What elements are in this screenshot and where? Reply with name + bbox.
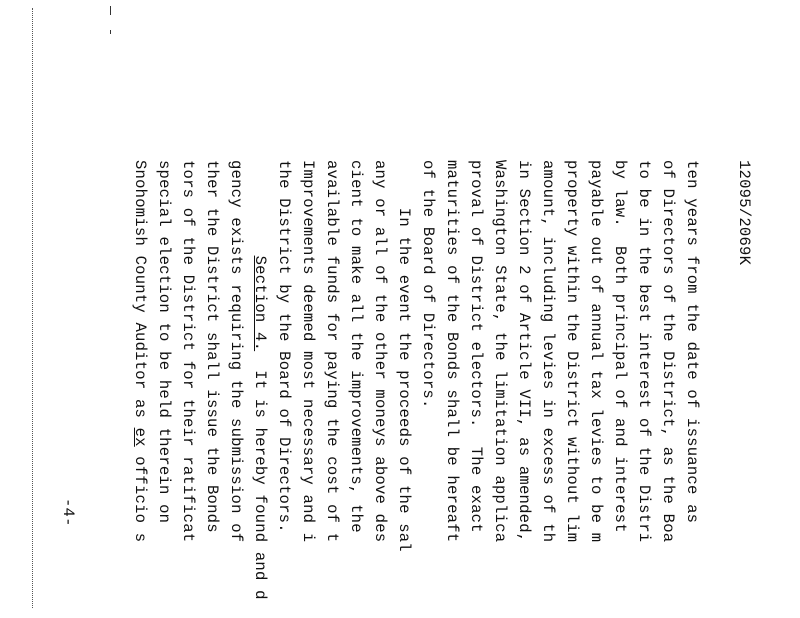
text-line: to be in the best interest of the Distri <box>635 160 653 543</box>
text-line: payable out of annual tax levies to be m <box>587 160 605 543</box>
text-line: available funds for paying the cost of t <box>323 160 341 543</box>
text-line: of the Board of Directors. <box>419 160 437 409</box>
text-line: ther the District shall issue the Bonds <box>203 160 221 533</box>
text-line: ten years from the date of issuance as <box>683 160 701 524</box>
text-line: by law. Both principal of and interest <box>611 160 629 533</box>
text-line: proval of District electors. The exact <box>467 160 485 533</box>
text-line: any or all of the other moneys above des <box>371 160 389 543</box>
text-line: in Section 2 of Article VII, as amended, <box>515 160 533 543</box>
text-line: of Directors of the District, as the Boa <box>659 160 677 543</box>
text-line: Improvements deemed most necessary and i <box>299 160 317 543</box>
scan-tick-mark <box>110 6 111 15</box>
text-line: gency exists requiring the submission of <box>227 160 245 543</box>
text-line: special election to be held therein on <box>155 160 173 524</box>
text-line: amount, including levies in excess of th <box>539 160 557 543</box>
scan-tick-mark <box>110 30 111 34</box>
text-line: cient to make all the improvements, the <box>347 160 365 533</box>
last-line-pre: Snohomish County Auditor as <box>131 160 149 428</box>
text-line: In the event the proceeds of the sal <box>395 160 413 552</box>
section-label: Section 4. <box>251 255 269 352</box>
text-line: Washington State, the limitation applica <box>491 160 509 543</box>
section-heading-line <box>252 160 268 600</box>
last-line-underlined: ex <box>131 427 149 447</box>
last-line-post: officio s <box>131 446 149 543</box>
scan-edge-line <box>32 8 33 608</box>
section-text: It is hereby found and d <box>251 351 269 600</box>
text-line: the District by the Board of Directors. <box>275 160 293 533</box>
text-line: tors of the District for their ratificat <box>179 160 197 543</box>
document-id: 12095/2069K <box>735 160 753 266</box>
text-line: property within the District without lim <box>563 160 581 543</box>
page-number: -4- <box>59 498 77 527</box>
text-line-last <box>132 160 148 542</box>
text-line: maturities of the Bonds shall be hereaft <box>443 160 461 543</box>
